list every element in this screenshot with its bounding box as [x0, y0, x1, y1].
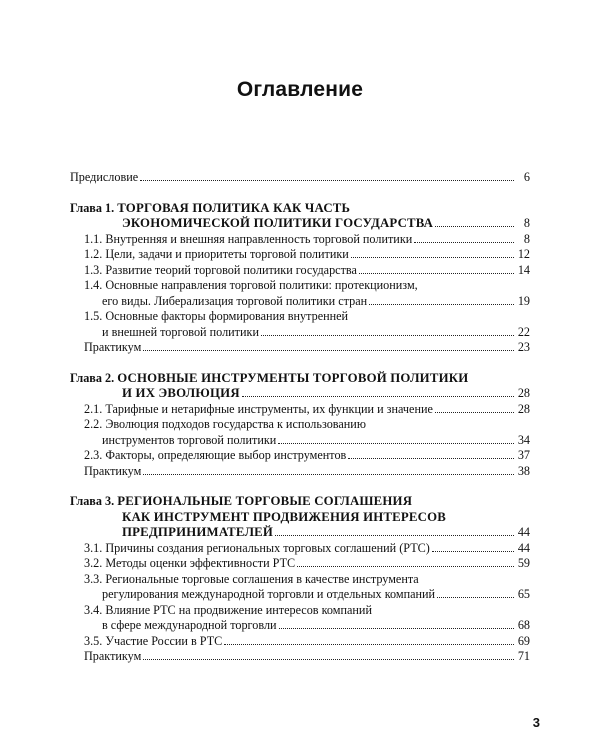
toc-section-1-3[interactable] [70, 263, 530, 279]
leader-dots [242, 395, 514, 397]
section-1-4-num: 1.4. [84, 278, 103, 292]
toc-chapter-3[interactable] [70, 494, 530, 541]
section-3-5-num: 3.5. [84, 633, 103, 648]
chapter-2-label: Глава 2. [70, 370, 115, 385]
leader-dots [348, 457, 514, 459]
section-3-5-title: Участие России в РТС [105, 633, 223, 648]
section-3-3-title-line1: Региональные торговые соглашения в качестве инструмента [105, 571, 419, 586]
section-3-3-title-line2: регулирования международной торговли и отдельных компаний [102, 587, 436, 601]
section-1-4-title-line2: его виды. Либерализация торговой политики стран [102, 293, 368, 308]
section-3-1-page: 44 [517, 540, 530, 555]
page-title: Оглавление [236, 78, 364, 101]
section-3-2-title: Методы оценки эффективности РТС [105, 556, 296, 570]
practicum-1-page: 23 [517, 340, 530, 354]
section-1-4-title-line1: Основные направления торговой политики: протекционизм, [105, 278, 418, 292]
section-1-3-title: Развитие теорий торговой политики государства [105, 262, 357, 277]
toc-chapter-1[interactable] [70, 201, 530, 232]
section-1-2-num: 1.2. [84, 247, 103, 261]
leader-dots [432, 550, 514, 552]
section-3-4-title-line2: в сфере международной торговли [102, 618, 277, 632]
section-2-1-num: 2.1. [84, 401, 103, 416]
toc-section-3-4[interactable] [70, 603, 530, 634]
toc-section-3-1[interactable] [70, 541, 530, 557]
leader-dots [143, 658, 514, 660]
section-2-2-num: 2.2. [84, 417, 103, 431]
section-2-2-page: 34 [517, 432, 530, 447]
toc-section-3-2[interactable] [70, 556, 530, 572]
section-2-1-page: 28 [517, 401, 530, 416]
leader-dots [279, 627, 514, 629]
section-2-3-title: Факторы, определяющие выбор инструментов [105, 448, 347, 462]
toc-practicum-2[interactable] [70, 464, 530, 480]
section-2-2-title-line2: инструментов торговой политики [102, 432, 277, 447]
section-2-1-title: Тарифные и нетарифные инструменты, их функции и значение [105, 401, 433, 416]
practicum-2-label: Практикум [84, 463, 142, 478]
leader-dots [275, 534, 514, 536]
toc-section-1-2[interactable] [70, 247, 530, 263]
leader-dots [224, 643, 514, 645]
section-1-5-title-line1: Основные факторы формирования внутренней [105, 309, 349, 323]
section-3-1-title: Причины создания региональных торговых соглашений (РТС) [105, 540, 430, 555]
section-1-5-title-line2: и внешней торговой политики [102, 324, 259, 339]
section-3-4-title-line1: Влияние РТС на продвижение интересов компаний [105, 602, 372, 617]
section-3-4-num: 3.4. [84, 602, 103, 617]
section-3-2-num: 3.2. [84, 556, 103, 570]
section-1-4-page: 19 [517, 293, 530, 308]
leader-dots [143, 349, 514, 351]
section-1-1-page: 8 [523, 231, 530, 246]
toc-section-2-1[interactable] [70, 402, 530, 418]
leader-dots [369, 303, 514, 305]
section-3-3-page: 65 [517, 587, 530, 601]
toc-section-2-2[interactable] [70, 417, 530, 448]
toc-section-3-5[interactable] [70, 634, 530, 650]
chapter-3-title-line1: РЕГИОНАЛЬНЫЕ ТОРГОВЫЕ СОГЛАШЕНИЯ [117, 494, 413, 508]
section-2-3-num: 2.3. [84, 448, 103, 462]
leader-dots [297, 565, 514, 567]
chapter-2-page: 28 [517, 386, 530, 400]
toc-section-3-3[interactable] [70, 572, 530, 603]
section-1-2-page: 12 [517, 247, 530, 261]
section-2-2-title-line1: Эволюция подходов государства к использованию [105, 417, 366, 431]
preface-page: 6 [523, 170, 530, 184]
practicum-3-page: 71 [517, 649, 530, 663]
practicum-2-page: 38 [517, 463, 530, 478]
chapter-3-page: 44 [517, 525, 530, 539]
toc-chapter-2[interactable] [70, 371, 530, 402]
practicum-1-label: Практикум [84, 340, 142, 354]
section-2-3-page: 37 [517, 448, 530, 462]
leader-dots [437, 596, 514, 598]
toc-section-2-3[interactable] [70, 448, 530, 464]
practicum-3-label: Практикум [84, 649, 142, 663]
section-1-5-page: 22 [517, 324, 530, 339]
toc-section-1-5[interactable] [70, 309, 530, 340]
section-3-2-page: 59 [517, 556, 530, 570]
chapter-2-title-line2: И ИХ ЭВОЛЮЦИЯ [122, 386, 240, 400]
leader-dots [435, 225, 514, 227]
section-1-2-title: Цели, задачи и приоритеты торговой политики [105, 247, 349, 261]
leader-dots [414, 241, 514, 243]
chapter-3-title-line2: КАК ИНСТРУМЕНТ ПРОДВИЖЕНИЯ ИНТЕРЕСОВ [122, 509, 446, 524]
chapter-1-title-line2: ЭКОНОМИЧЕСКОЙ ПОЛИТИКИ ГОСУДАРСТВА [122, 216, 434, 230]
chapter-3-title-line3: ПРЕДПРИНИМАТЕЛЕЙ [122, 525, 274, 539]
section-1-1-num: 1.1. [84, 231, 103, 246]
chapter-1-label: Глава 1. [70, 200, 115, 215]
leader-dots [435, 411, 514, 413]
leader-dots [140, 179, 514, 181]
table-of-contents [70, 170, 530, 665]
leader-dots [278, 442, 514, 444]
leader-dots [261, 334, 514, 336]
section-1-3-page: 14 [517, 262, 530, 277]
section-1-3-num: 1.3. [84, 262, 103, 277]
chapter-1-title-line1: ТОРГОВАЯ ПОЛИТИКА КАК ЧАСТЬ [117, 200, 351, 215]
section-3-3-num: 3.3. [84, 571, 103, 586]
toc-section-1-1[interactable] [70, 232, 530, 248]
leader-dots [143, 473, 514, 475]
section-3-5-page: 69 [517, 633, 530, 648]
chapter-1-page: 8 [523, 216, 530, 230]
chapter-2-title-line1: ОСНОВНЫЕ ИНСТРУМЕНТЫ ТОРГОВОЙ ПОЛИТИКИ [117, 370, 469, 385]
section-1-1-title: Внутренняя и внешняя направленность торговой политики [105, 231, 413, 246]
toc-practicum-3[interactable] [70, 649, 530, 665]
toc-preface[interactable] [70, 170, 530, 186]
toc-section-1-4[interactable] [70, 278, 530, 309]
page-number: 3 [532, 715, 540, 730]
chapter-3-label: Глава 3. [70, 494, 115, 508]
section-1-5-num: 1.5. [84, 309, 103, 323]
section-3-4-page: 68 [517, 618, 530, 632]
preface-label: Предисловие [70, 170, 139, 184]
section-3-1-num: 3.1. [84, 540, 103, 555]
leader-dots [351, 256, 514, 258]
leader-dots [359, 272, 514, 274]
toc-practicum-1[interactable] [70, 340, 530, 356]
